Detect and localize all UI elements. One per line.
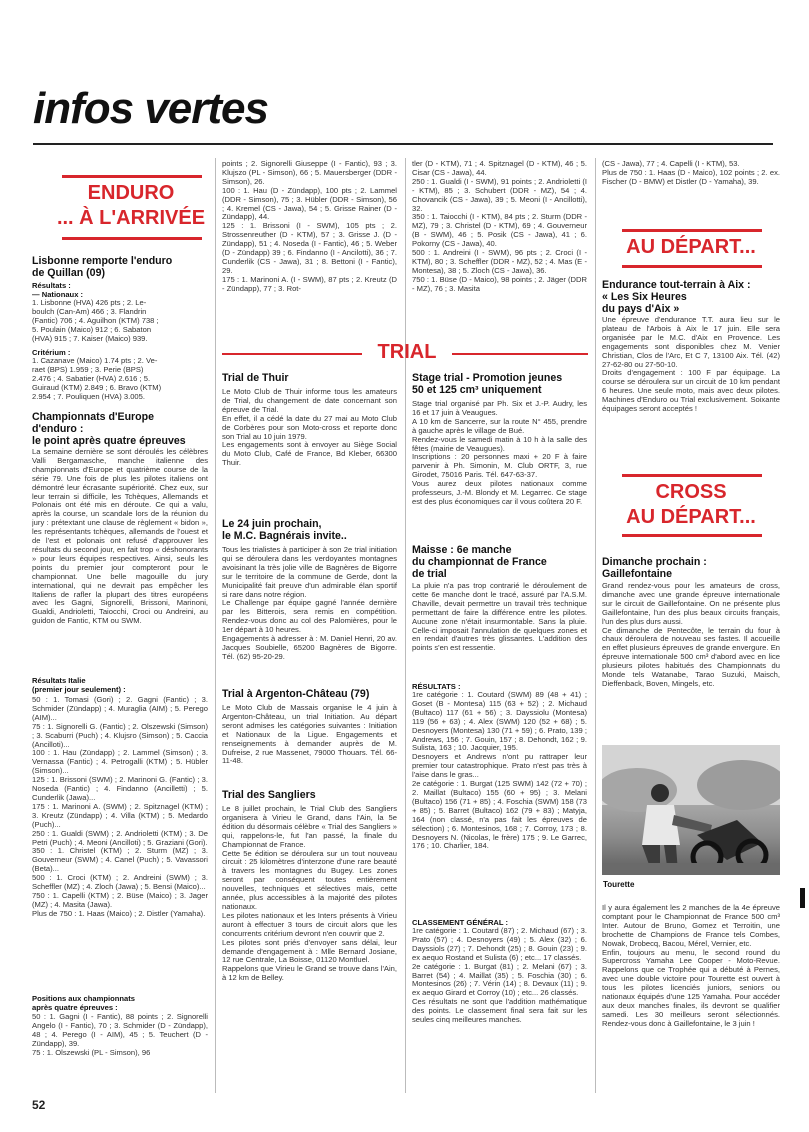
aix-body: Une épreuve d'endurance T.T. aura lieu sur le plateau de l'Arbois à Aix le 17 juin. Elle sera organisée par le M.C. d'Aix en Provence. Les engagements sont disponibles chez M. Venier Christian, Clos de l'Arc, Et C 7, 13100 Aix. Tél. (42) 27-62-80 ou 27-50-10. Droits d'engagement : 100 F par équipage. La course se déroulera sur un circuit de 10 km pendant 6 heures. Une seule moto, mais avec deux pilotes. Machines d'Enduro ou Trial exclusivement. Soixante équipages seront acceptés ! — [602, 316, 780, 414]
trial-rule-right — [452, 353, 588, 355]
enduro-section-title: ENDURO ... À L'ARRIVÉE — [56, 182, 206, 229]
criterium-results: 1. Cazanave (Maico) 1.74 pts ; 2. Ve- raet (BPS) 1.959 ; 3. Perie (BPS) 2.476 ; 4. Sabatier (HVA) 2.616 ; 5. Guiraud (KTM) 2.849 ; 6. Bravo (KTM) 2.954 ; 7. Pouliquen (HVA) 3.005. — [32, 357, 162, 401]
page-number: 52 — [32, 1098, 46, 1112]
depart-section-title: AU DÉPART... — [626, 236, 756, 258]
maisse-headline: Maisse : 6e manche du championnat de France de trial — [412, 544, 547, 580]
depart-rule-bottom — [622, 265, 762, 268]
edge-mark — [800, 888, 805, 908]
page-header-title: infos vertes — [33, 84, 268, 133]
col4-results-continued: (CS - Jawa), 77 ; 4. Capelli (I - KTM), 53. Plus de 750 : 1. Haas (D - Maico), 102 points ; 2. ex. Fischer (D - BMW) et Distler (D - Yamaha), 39. — [602, 160, 780, 186]
tourette-photo — [602, 745, 780, 875]
column-divider-2 — [405, 158, 406, 1093]
header-rule — [33, 143, 773, 145]
enduro-rule-top — [62, 175, 202, 178]
stage-headline: Stage trial - Promotion jeunes 50 et 125 cm³ uniquement — [412, 372, 563, 396]
col3-results-continued: tler (D - KTM), 71 ; 4. Spitznagel (D - KTM), 46 ; 5. Cisar (CS - Jawa), 44. 250 : 1. Gualdi (I - SWM), 91 points ; 2. Andrioletti (I - KTM), 85 ; 3. Schubert (DDR - MZ), 54 ; 4. Chovancik (CS - Jawa), 39 ; 5. Meoni (I - Ancillotti), 32. 350 : 1. Taiocchi (I - KTM), 84 pts ; 2. Sturm (DDR - MZ), 79 ; 3. Christel (D - KTM), 69 ; 4. Gouverneur (B - SWM), 46 ; 5. Posik (CS - Jawa), 41 ; 6. Pokorny (CS - Jawa), 40. 500 : 1. Andreini (I - SWM), 96 pts ; 2. Croci (I - KTM), 80 ; 3. Scheffler (DDR - MZ), 52 ; 4. Mas (E - Montesa), 38 ; 5. Zloch (CS - Jawa), 36. 750 : 1. Büse (D - Maico), 98 points ; 2. Jäger (DDR - MZ), 76 ; 3. Masita — [412, 160, 587, 293]
argenton-body: Le Moto Club de Massais organise le 4 juin à Argenton-Château, un trial Initiation. Au départ seront admises les catégories suivantes : Initiation et Nationaux de la Ligue. Engagements et renseignements à demander auprès de M. Dufreise, 2 rue Massenet, 79000 Thouars. Tél. 66-11-48. — [222, 704, 397, 766]
nationaux-label: — Nationaux : — [32, 290, 84, 299]
argenton-headline: Trial à Argenton-Château (79) — [222, 688, 370, 700]
thuir-body: Le Moto Club de Thuir informe tous les amateurs de Trial, du changement de date concernant son épreuve de Trial. En effet, il a cédé la date du 27 mai au Moto Club de Corbères pour son Moto-cross et reporte donc son Trial au 10 juin 1979. Les engagements sont à envoyer au Siège Social du Moto Club, Café de France, Bd Kleber, 66300 Thuir. — [222, 388, 397, 468]
gaillefontaine-headline: Dimanche prochain : Gaillefontaine — [602, 556, 707, 580]
europe-body: La semaine dernière se sont déroulés les célèbres Valli Bergamasche, manche italienne des championnats d'Europe et quatrième course de la série 79. Une fois de plus les pilotes italiens ont démontré leur écrasante supériorité. Chez eux, sur leur terrain si difficile, les Tchèques, Allemands et Polonais ont été mis en déroute. Ce qui a valu, après la course, un scandale lors de la réunion du jury : prétextant une clause de règlement « bidon », les représentants tchèques, allemands de l'ouest et de l'est et polonais ont refusé d'approuver les résultats du second jour, en fait trop « déshonorants » pour leurs équipes respectives. Ainsi, seuls les points du premier jour compteront pour le championnat. Une belle magouille du jury international, qui ne devrait pas empêcher les Italiens de rafler la plupart des titres européens avec les Gagni, Signorelli, Brissoni, Marinoni, Gualdi, Andrioletti, Taiocchi, Croci ou Andreini, au guidon de Fantic, KTM ou SWM. — [32, 448, 208, 626]
positions-results: 50 : 1. Gagni (I - Fantic), 88 points ; 2. Signorelli Angelo (I - Fantic), 70 ; 3. Schmider (D - Zündapp), 48 ; 4. Perego (I - AIM), 45 ; 5. Teuchert (D - Zündapp), 39. 75 : 1. Olszewski (PL - Simson), 96 — [32, 1013, 208, 1057]
cross-section-title: CROSS AU DÉPART... — [626, 481, 756, 528]
stage-body: Stage trial organisé par Ph. Six et J.-P. Audry, les 16 et 17 juin à Veaugues. A 10 km de Sancerre, sur la route N° 455, prendre à gauche après le village de Bué. Rendez-vous le samedi matin à 10 h à la salle des fêtes (mairie de Veaugues). Inscriptions : 20 personnes maxi + 20 F à faire parvenir à Ph. Simonin, M. Club ORTF, 3, rue Girodet, 75016 Paris. Tél. 647-63-37. Vous aurez deux pilotes nationaux comme professeurs, J.-M. Blondy et M. Legarrec. Ce stage est des plus économiques car il vous coûtera 20 F. — [412, 400, 587, 506]
classement-body: 1re catégorie : 1. Coutard (87) ; 2. Michaud (67) ; 3. Prato (57) ; 4. Desnoyers (49) ; 5. Alex (32) ; 6. Dayssiols (27) ; 7. Dehondt (25) ; 8. Gouin (23) ; 9. ex aequo Rostand et Sulista (6) ; etc... 17 classés. 2e catégorie : 1. Burgat (81) ; 2. Melani (67) ; 3. Barret (54) ; 4. Maillat (35) ; 5. Foschia (30) ; 6. Montesinos (26) ; 7. Vérin (14) ; 8. Devaux (11) ; 9. ex aequo Girard et Corroy (10) ; etc... 26 classés. Ces résultats ne sont que l'addition mathématique des points. Le classement final sera fait sur les seules cinq meilleures manches. — [412, 927, 587, 1025]
cross-rule-bottom — [622, 534, 762, 537]
depart-rule-top — [622, 229, 762, 232]
lisbonne-headline: Lisbonne remporte l'enduro de Quillan (09) — [32, 255, 173, 279]
maisse-body: La pluie n'a pas trop contrarié le déroulement de cette 6e manche dont le tracé, assuré par l'A.S.M. Chaville, devait permettre un travail très technique permettant de faire la différence entre les pilotes. Aucune zone n'était insurmontable. Sans la pluie. Celle-ci imposait l'annulation de quelques zones et en rendait d'autres très glissantes. L'addition des points s'en est ressentie. — [412, 582, 587, 653]
italie-results: 50 : 1. Tomasi (Gori) ; 2. Gagni (Fantic) ; 3. Schmider (Zündapp) ; 4. Muraglia (AIM) ; 5. Perego (AIM)... 75 : 1. Signorelli G. (Fantic) ; 2. Olszewski (Simson) ; 3. Scaburri (Puch) ; 4. Klujsro (Simson) ; 5. Caccia (Ancilloti)... 100 : 1. Hau (Zündapp) ; 2. Lammel (Simson) ; 3. Vernassa (Fantic) ; 4. Petrogalli (KTM) ; 5. Hübler (Simson)... 125 : 1. Brissoni (SWM) ; 2. Marinoni G. (Fantic) ; 3. Noseda (Fantic) ; 4. Findanno (Ancilletti) ; 5. Cunderlik (Jawa)... 175 : 1. Marinoni A. (SWM) ; 2. Spitznagel (KTM) ; 3. Kreutz (Zündapp) ; 4. Villa (KTM) ; 5. Medardo (Puch)... 250 : 1. Gualdi (SWM) ; 2. Andrioletti (KTM) ; 3. De Petri (Puch) ; 4. Meoni (Ancilloti) ; 5. Graziani (Gori). 350 : 1. Christel (KTM) ; 2. Sturm (MZ) ; 3. Gouverneur (SWM) ; 4. Canel (Puch) ; 5. Vavassori (Beta)... 500 : 1. Croci (KTM) ; 2. Andreini (SWM) ; 3. Scheffler (MZ) ; 4. Zloch (Jawa) ; 5. Bensi (Maico)... 750 : 1. Capelli (KTM) ; 2. Büse (Maico) ; 3. Jager (MZ) ; 4. Masita (Jawa). Plus de 750 : 1. Haas (Maico) ; 2. Distler (Yamaha). — [32, 696, 208, 918]
resultats-label: RÉSULTATS : — [412, 682, 461, 691]
closing-body: Il y aura également les 2 manches de la 4e épreuve comptant pour le Championnat de France 500 cm³ Inter. Autour de Bruno, Gomez et Terroitin, une brochette de Champions de France tels Combes, Nowak, Drobecq, Bacou, Mérel, Vernier, etc. Enfin, toujours au menu, le second round du Supercross Yamaha Lee Cooper - Moto-Revue. Rappelons que ce Trophée qui a débuté à Pernes, avec une double victoire pour Tourette est ouvert à tous les pilotes licenciés juniors, seniors ou nationaux équipés d'une 125 Yamaha. Pour accéder aux deux manches finales, ils devront se qualifier samedi. Les 30 meilleurs seront sélectionnés. Rendez-vous donc à Gaillefontaine, le 3 juin ! — [602, 904, 780, 1028]
cross-rule-top — [622, 474, 762, 477]
gaillefontaine-body: Grand rendez-vous pour les amateurs de cross, dimanche avec une grande épreuve internationale sur le circuit de Gaillefontaine. On ne présente plus Gaillefontaine, l'un des plus beaux circuits français, l'un des plus durs aussi. Ce dimanche de Pentecôte, le terrain du four à chaux déroulera de nouveau ses fastes. Il accueille en effet plusieurs épreuves de grande envergure. En épreuve internationale 500 cm³ d'abord avec en lice plusieurs pilotes habitués des Championnats du Monde tels Watanabe, Tarao Suzuki, Maisch, Dieffenback, Boven, Mingels, etc. — [602, 582, 780, 688]
trial-rule-left — [222, 353, 362, 355]
italie-headline: Résultats Italie (premier jour seulement) : — [32, 676, 126, 694]
sangliers-headline: Trial des Sangliers — [222, 789, 316, 801]
photo-caption: Tourette — [603, 880, 635, 889]
europe-headline: Championnats d'Europe d'enduro : le point après quatre épreuves — [32, 411, 186, 447]
nationaux-results: 1. Lisbonne (HVA) 426 pts ; 2. Le- boulch (Can-Am) 466 ; 3. Flandrin (Fantic) 706 ; 4. Aguilhon (KTM) 738 ; 5. Poulain (Maico) 912 ; 6. Sabaton (HVA) 915 ; 7. Kaiser (Maico) 939. — [32, 299, 159, 343]
enduro-rule-bottom — [62, 237, 202, 240]
trial-banner: TRIAL — [377, 341, 437, 363]
column-divider-3 — [595, 158, 596, 1093]
resultats-body: 1re catégorie : 1. Coutard (SWM) 89 (48 + 41) ; Goset (B - Montesa) 115 (63 + 52) ; 2. Michaud (Bultaco) 117 (61 + 56) ; 3. Dayssiolu (Montesa) 119 (56 + 63) ; 4. Alex (SWM) 120 (52 + 68) ; 5. Desnoyers (Montesa) 130 (71 + 59) ; 6. Prato, 139 ; Andrews, 156 ; 7. Gouin, 157 ; 8. Dehondt, 162 ; 9. Sulista, 163 ; 10. Jacquier, 195. Desnoyers et Andrews n'ont pu rattraper leur premier tour catastrophique. Prato n'est pas très à l'aise dans le gras... 2e catégorie : 1. Burgat (125 SWM) 142 (72 + 70) ; 2. Maillat (Bultaco) 155 (60 + 95) ; 3. Melani (Bultaco) 156 (71 + 85) ; 4. Foschia (SWM) 158 (73 + 85) ; 5. Barret (Bultaco) 162 (79 + 83) ; Matyja, 164 (non classé, n'a pas fait les épreuves de sélection) ; 6. Montesinos, 168 ; 7. Corroy, 173 ; 8. Desnoyers N. (Nicolas, le frère) 175 ; 9. Le Garrec, 176 ; 10. Charlier, 184. — [412, 691, 587, 851]
thuir-headline: Trial de Thuir — [222, 372, 289, 384]
classement-label: CLASSEMENT GÉNÉRAL : — [412, 918, 509, 927]
col2-results-continued: points ; 2. Signorelli Giuseppe (I - Fantic), 93 ; 3. Klujszo (PL - Simson), 66 ; 5. Mauersberger (DDR - Simson), 26. 100 : 1. Hau (D - Zündapp), 100 pts ; 2. Lammel (DDR - Simson), 75 ; 3. Hübler (DDR - Simson), 56 ; 4. Kremel (CS - Jawa), 54 ; 5. Grisse Rainer (D - Zündapp), 44. 125 : 1. Brissoni (I - SWM), 105 pts ; 2. Strossenreuther (D - KTM), 57 ; 3. Grisse J. (D - Zündapp), 51 ; 4. Noseda (I - Fantic), 46 ; 5. Weber (D - Zündapp) 39 ; 6. Findanno (I - Ancilotti), 36 ; 7. Cunderlik (CS - Jawa), 31 ; 8. Bettoni (I - Fantic), 29. 175 : 1. Marinoni A. (I - SWM), 87 pts ; 2. Kreutz (D - Zündapp), 77 ; 3. Rot- — [222, 160, 397, 293]
column-divider-1 — [215, 158, 216, 1093]
criterium-label: Critérium : — [32, 348, 71, 357]
bagneres-body: Tous les trialistes à participer à son 2e trial initiation qui se déroulera dans les verdoyantes montagnes avoisinant la très jolie ville de Bagnères de Bigorre sur le territoire de la commune de Gerde, dont la Municipalité fait preuve d'un admirable élan sportif si rare dans notre région. Le Challenge par équipe gagné l'année dernière par les Bitterois, sera remis en compétition. Rendez-vous donc au col des Palomières, pour le 1er départ à 10 heures. Engagements à adresser à : M. Daniel Henri, 20 av. Jacques Soubielle, 65200 Bagnères de Bigorre. Tél. (62) 95-20-29. — [222, 546, 397, 661]
positions-headline: Positions aux championnats après quatre épreuves : — [32, 994, 135, 1012]
aix-headline: Endurance tout-terrain à Aix : « Les Six Heures du pays d'Aix » — [602, 279, 751, 315]
sangliers-body: Le 8 juillet prochain, le Trial Club des Sangliers organisera à Virieu le Grand, dans l'Ain, la 5e édition du désormais célèbre « Trial des Sangliers » qui, rappelons-le, fut l'an passé, la finale du Championnat de France. Cette 5e édition se déroulera sur un tout nouveau circuit : 25 kilomètres d'interzone d'une rare beauté à travers les montagnes du Bugey. Les zones seront par conséquent toutes entièrement nouvelles, techniques et sélectives mais, cette année, plus accessibles à la majorité des pilotes nationaux. Les pilotes nationaux et les Inters présents à Virieu auront à effectuer 3 tours de circuit alors que les concurrents critérium devront n'en couvrir que 2. Les pilotes sont priés d'envoyer sans délai, leur demande d'engagement à : Mlle Bernard Josiane, 12 rue Centrale, La Boisse, 01120 Montluel. Rappelons que Virieu le Grand se trouve dans l'Ain, à 12 km de Belley. — [222, 805, 397, 983]
results-label: Résultats : — [32, 281, 71, 290]
bagneres-headline: Le 24 juin prochain, le M.C. Bagnérais invite.. — [222, 518, 347, 542]
